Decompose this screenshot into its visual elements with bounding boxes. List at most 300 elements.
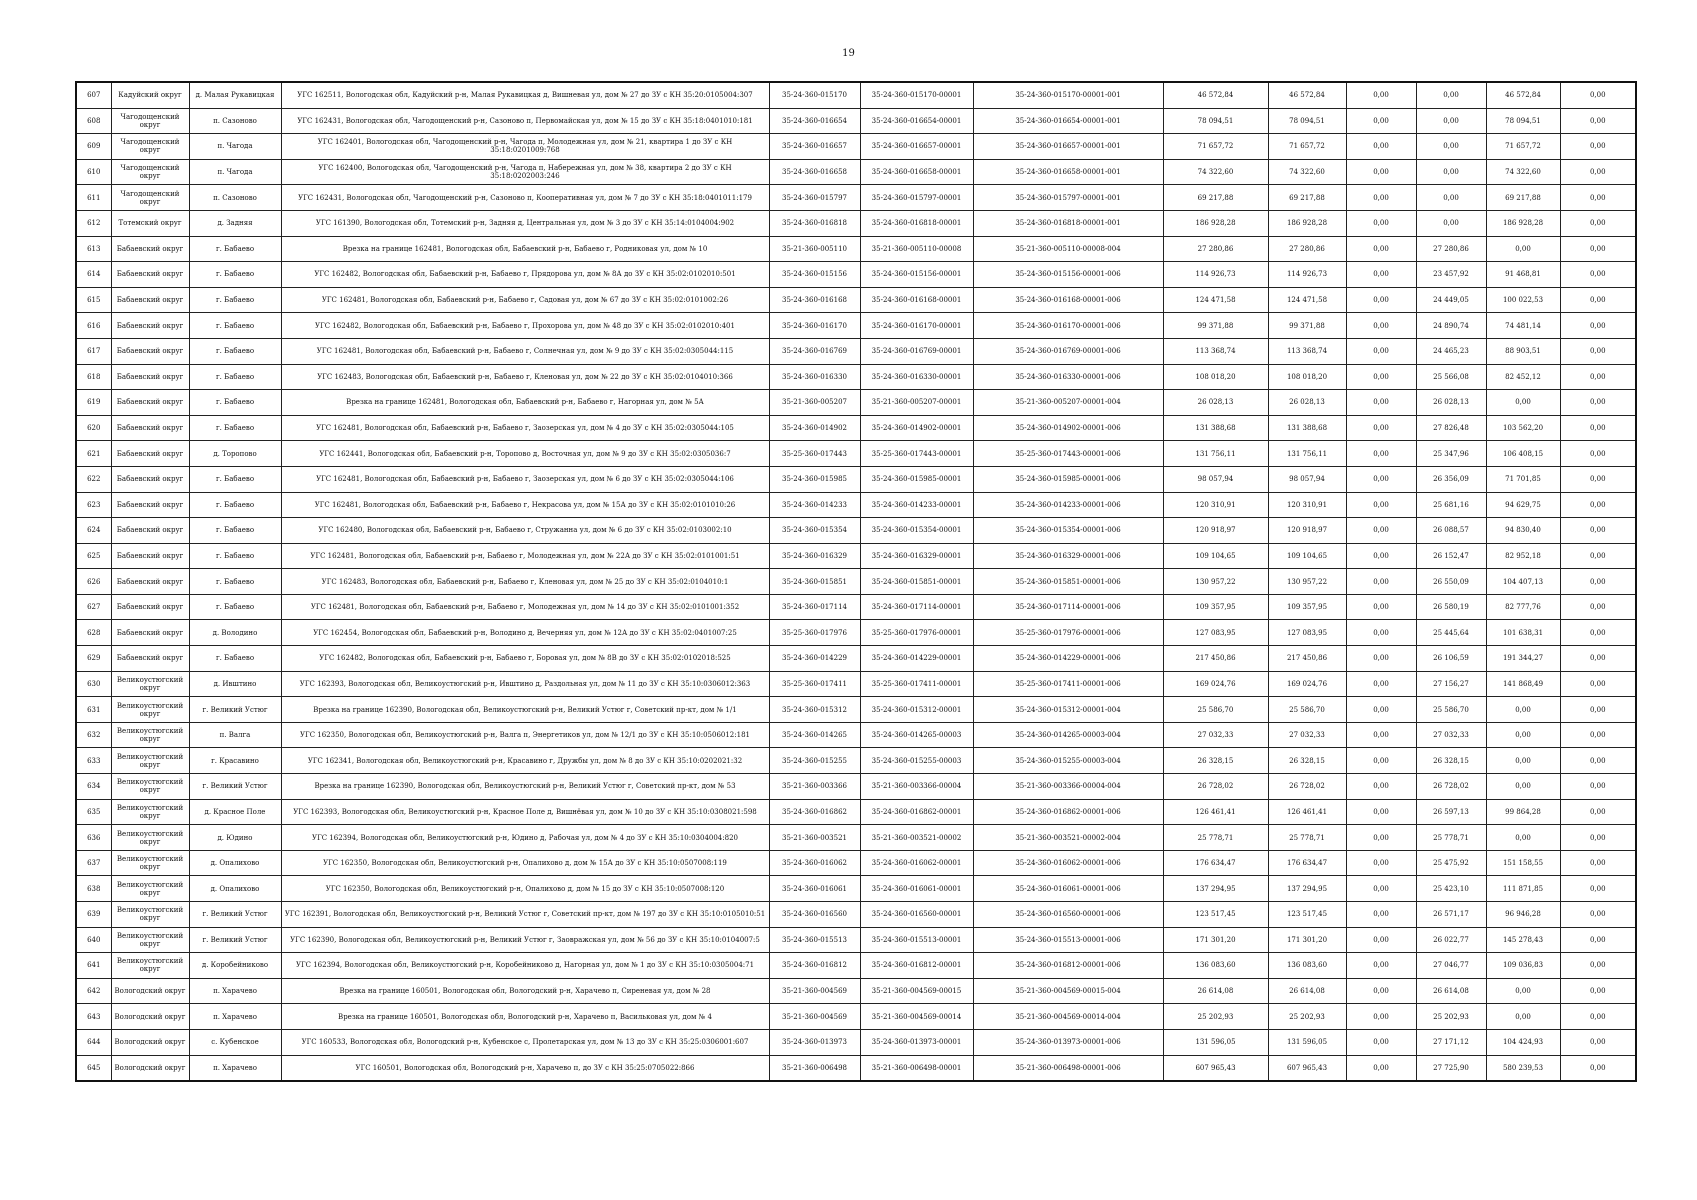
- total-amount-cell: 120 310,91: [1163, 492, 1268, 518]
- object-address-cell: Врезка на границе 160501, Вологодская обл, Вологодский р-н, Харачево п, Сиреневая ул, дом № 28: [281, 978, 769, 1004]
- total-amount-cell: 25 202,93: [1163, 1004, 1268, 1030]
- total-amount-cell: 69 217,88: [1163, 185, 1268, 211]
- subcode-cell: 35-24-360-016168-00001: [860, 287, 973, 313]
- full-code-cell: 35-21-360-004569-00015-004: [973, 978, 1163, 1004]
- connection-amount-cell: 0,00: [1416, 185, 1486, 211]
- network-amount-cell: 0,00: [1486, 1004, 1560, 1030]
- amount-cell: 130 957,22: [1268, 569, 1346, 595]
- network-amount-cell: 151 158,55: [1486, 850, 1560, 876]
- other-amount-cell: 0,00: [1560, 82, 1636, 108]
- object-address-cell: УГС 162431, Вологодская обл, Чагодощенский р-н, Сазоново п, Кооперативная ул, дом № 7 до ЗУ с КН 35:18:0401011:179: [281, 185, 769, 211]
- district-cell: Чагодощенский округ: [111, 185, 189, 211]
- code-cell: 35-21-360-006498: [769, 1055, 860, 1081]
- amount-cell: 26 728,02: [1268, 774, 1346, 800]
- subcode-cell: 35-24-360-016654-00001: [860, 108, 973, 134]
- table-row: [76, 338, 1636, 364]
- other-amount-cell: 0,00: [1560, 108, 1636, 134]
- district-cell: Бабаевский округ: [111, 518, 189, 544]
- object-address-cell: Врезка на границе 162481, Вологодская обл, Бабаевский р-н, Бабаево г, Родниковая ул, дом № 10: [281, 236, 769, 262]
- row-number: 615: [76, 287, 111, 313]
- full-code-cell: 35-25-360-017976-00001-006: [973, 620, 1163, 646]
- subcode-cell: 35-21-360-003366-00004: [860, 774, 973, 800]
- row-number: 645: [76, 1055, 111, 1081]
- object-address-cell: УГС 162350, Вологодская обл, Великоустюгский р-н, Опалихово д, дом № 15 до ЗУ с КН 35:10:0507008:120: [281, 876, 769, 902]
- other-amount-cell: 0,00: [1560, 774, 1636, 800]
- table-row: [76, 287, 1636, 313]
- table-body: [76, 82, 1636, 1081]
- connection-amount-cell: 24 890,74: [1416, 313, 1486, 339]
- connection-amount-cell: 25 475,92: [1416, 850, 1486, 876]
- table-row: [76, 594, 1636, 620]
- amount-cell: 25 202,93: [1268, 1004, 1346, 1030]
- zero-amount-cell: 0,00: [1346, 108, 1416, 134]
- subcode-cell: 35-24-360-013973-00001: [860, 1029, 973, 1055]
- code-cell: 35-24-360-016818: [769, 210, 860, 236]
- other-amount-cell: 0,00: [1560, 722, 1636, 748]
- locality-cell: г. Бабаево: [189, 262, 281, 288]
- row-number: 617: [76, 338, 111, 364]
- other-amount-cell: 0,00: [1560, 825, 1636, 851]
- connection-amount-cell: 26 152,47: [1416, 543, 1486, 569]
- row-number: 608: [76, 108, 111, 134]
- subcode-cell: 35-24-360-016769-00001: [860, 338, 973, 364]
- zero-amount-cell: 0,00: [1346, 1029, 1416, 1055]
- network-amount-cell: 94 629,75: [1486, 492, 1560, 518]
- amount-cell: 26 328,15: [1268, 748, 1346, 774]
- total-amount-cell: 113 368,74: [1163, 338, 1268, 364]
- total-amount-cell: 109 357,95: [1163, 594, 1268, 620]
- district-cell: Великоустюгский округ: [111, 850, 189, 876]
- table-row: [76, 134, 1636, 160]
- code-cell: 35-24-360-013973: [769, 1029, 860, 1055]
- amount-cell: 127 083,95: [1268, 620, 1346, 646]
- other-amount-cell: 0,00: [1560, 185, 1636, 211]
- table-row: [76, 108, 1636, 134]
- table-row: [76, 646, 1636, 672]
- network-amount-cell: 145 278,43: [1486, 927, 1560, 953]
- locality-cell: д. Малая Рукавицкая: [189, 82, 281, 108]
- zero-amount-cell: 0,00: [1346, 210, 1416, 236]
- district-cell: Великоустюгский округ: [111, 953, 189, 979]
- district-cell: Чагодощенский округ: [111, 134, 189, 160]
- object-address-cell: УГС 162441, Вологодская обл, Бабаевский р-н, Торопово д, Восточная ул, дом № 9 до ЗУ с КН 35:02:0305036:7: [281, 441, 769, 467]
- code-cell: 35-24-360-016654: [769, 108, 860, 134]
- district-cell: Бабаевский округ: [111, 569, 189, 595]
- full-code-cell: 35-24-360-016330-00001-006: [973, 364, 1163, 390]
- amount-cell: 186 928,28: [1268, 210, 1346, 236]
- subcode-cell: 35-24-360-014902-00001: [860, 415, 973, 441]
- amount-cell: 27 280,86: [1268, 236, 1346, 262]
- row-number: 612: [76, 210, 111, 236]
- zero-amount-cell: 0,00: [1346, 569, 1416, 595]
- network-amount-cell: 82 452,12: [1486, 364, 1560, 390]
- connection-amount-cell: 26 597,13: [1416, 799, 1486, 825]
- full-code-cell: 35-21-360-003521-00002-004: [973, 825, 1163, 851]
- subcode-cell: 35-24-360-015255-00003: [860, 748, 973, 774]
- subcode-cell: 35-24-360-016657-00001: [860, 134, 973, 160]
- amount-cell: 74 322,60: [1268, 159, 1346, 185]
- row-number: 639: [76, 902, 111, 928]
- locality-cell: п. Харачево: [189, 1055, 281, 1081]
- code-cell: 35-25-360-017443: [769, 441, 860, 467]
- connection-amount-cell: 26 022,77: [1416, 927, 1486, 953]
- row-number: 626: [76, 569, 111, 595]
- locality-cell: г. Бабаево: [189, 313, 281, 339]
- locality-cell: г. Бабаево: [189, 518, 281, 544]
- subcode-cell: 35-24-360-015513-00001: [860, 927, 973, 953]
- amount-cell: 78 094,51: [1268, 108, 1346, 134]
- subcode-cell: 35-24-360-016062-00001: [860, 850, 973, 876]
- code-cell: 35-24-360-016061: [769, 876, 860, 902]
- district-cell: Бабаевский округ: [111, 543, 189, 569]
- object-address-cell: УГС 162350, Вологодская обл, Великоустюгский р-н, Валга п, Энергетиков ул, дом № 12/1 до ЗУ с КН 35:10:0506012:181: [281, 722, 769, 748]
- table-row: [76, 927, 1636, 953]
- row-number: 640: [76, 927, 111, 953]
- locality-cell: п. Харачево: [189, 1004, 281, 1030]
- object-address-cell: УГС 162454, Вологодская обл, Бабаевский р-н, Володино д, Вечерняя ул, дом № 12А до ЗУ с КН 35:02:0401007:25: [281, 620, 769, 646]
- total-amount-cell: 131 756,11: [1163, 441, 1268, 467]
- object-address-cell: Врезка на границе 160501, Вологодская обл, Вологодский р-н, Харачево п, Васильковая ул, дом № 4: [281, 1004, 769, 1030]
- district-cell: Бабаевский округ: [111, 236, 189, 262]
- district-cell: Бабаевский округ: [111, 364, 189, 390]
- table-row: [76, 953, 1636, 979]
- object-address-cell: УГС 162401, Вологодская обл, Чагодощенский р-н, Чагода п, Молодежная ул, дом № 21, квартира 1 до ЗУ с КН 35:18:0201009:768: [281, 134, 769, 160]
- row-number: 628: [76, 620, 111, 646]
- row-number: 632: [76, 722, 111, 748]
- network-amount-cell: 78 094,51: [1486, 108, 1560, 134]
- connection-amount-cell: 0,00: [1416, 82, 1486, 108]
- amount-cell: 217 450,86: [1268, 646, 1346, 672]
- object-address-cell: УГС 162431, Вологодская обл, Чагодощенский р-н, Сазоново п, Первомайская ул, дом № 15 до ЗУ с КН 35:18:0401010:181: [281, 108, 769, 134]
- amount-cell: 124 471,58: [1268, 287, 1346, 313]
- district-cell: Бабаевский округ: [111, 390, 189, 416]
- amount-cell: 113 368,74: [1268, 338, 1346, 364]
- code-cell: 35-24-360-015985: [769, 466, 860, 492]
- total-amount-cell: 123 517,45: [1163, 902, 1268, 928]
- full-code-cell: 35-24-360-016769-00001-006: [973, 338, 1163, 364]
- subcode-cell: 35-24-360-015354-00001: [860, 518, 973, 544]
- network-amount-cell: 91 468,81: [1486, 262, 1560, 288]
- code-cell: 35-24-360-015312: [769, 697, 860, 723]
- zero-amount-cell: 0,00: [1346, 594, 1416, 620]
- other-amount-cell: 0,00: [1560, 569, 1636, 595]
- row-number: 633: [76, 748, 111, 774]
- connection-amount-cell: 24 449,05: [1416, 287, 1486, 313]
- network-amount-cell: 71 657,72: [1486, 134, 1560, 160]
- code-cell: 35-24-360-014902: [769, 415, 860, 441]
- total-amount-cell: 25 586,70: [1163, 697, 1268, 723]
- zero-amount-cell: 0,00: [1346, 646, 1416, 672]
- row-number: 620: [76, 415, 111, 441]
- subcode-cell: 35-21-360-004569-00014: [860, 1004, 973, 1030]
- table-row: [76, 1055, 1636, 1081]
- subcode-cell: 35-25-360-017443-00001: [860, 441, 973, 467]
- locality-cell: г. Бабаево: [189, 364, 281, 390]
- amount-cell: 98 057,94: [1268, 466, 1346, 492]
- table-row: [76, 313, 1636, 339]
- subcode-cell: 35-24-360-015170-00001: [860, 82, 973, 108]
- locality-cell: г. Бабаево: [189, 492, 281, 518]
- full-code-cell: 35-24-360-015513-00001-006: [973, 927, 1163, 953]
- connection-amount-cell: 0,00: [1416, 210, 1486, 236]
- amount-cell: 136 083,60: [1268, 953, 1346, 979]
- total-amount-cell: 176 634,47: [1163, 850, 1268, 876]
- subcode-cell: 35-21-360-005110-00008: [860, 236, 973, 262]
- district-cell: Великоустюгский округ: [111, 927, 189, 953]
- code-cell: 35-24-360-016168: [769, 287, 860, 313]
- code-cell: 35-21-360-004569: [769, 1004, 860, 1030]
- table-row: [76, 748, 1636, 774]
- subcode-cell: 35-24-360-017114-00001: [860, 594, 973, 620]
- connection-amount-cell: 25 423,10: [1416, 876, 1486, 902]
- connection-amount-cell: 26 728,02: [1416, 774, 1486, 800]
- network-amount-cell: 141 868,49: [1486, 671, 1560, 697]
- object-address-cell: УГС 162481, Вологодская обл, Бабаевский р-н, Бабаево г, Заозерская ул, дом № 4 до ЗУ с КН 35:02:0305044:105: [281, 415, 769, 441]
- table-row: [76, 876, 1636, 902]
- other-amount-cell: 0,00: [1560, 518, 1636, 544]
- full-code-cell: 35-24-360-015797-00001-001: [973, 185, 1163, 211]
- subcode-cell: 35-21-360-004569-00015: [860, 978, 973, 1004]
- district-cell: Великоустюгский округ: [111, 671, 189, 697]
- other-amount-cell: 0,00: [1560, 902, 1636, 928]
- zero-amount-cell: 0,00: [1346, 978, 1416, 1004]
- total-amount-cell: 137 294,95: [1163, 876, 1268, 902]
- code-cell: 35-24-360-014233: [769, 492, 860, 518]
- code-cell: 35-24-360-016330: [769, 364, 860, 390]
- district-cell: Великоустюгский округ: [111, 799, 189, 825]
- network-amount-cell: 71 701,85: [1486, 466, 1560, 492]
- zero-amount-cell: 0,00: [1346, 364, 1416, 390]
- amount-cell: 25 778,71: [1268, 825, 1346, 851]
- object-address-cell: Врезка на границе 162390, Вологодская обл, Великоустюгский р-н, Великий Устюг г, Советский пр-кт, дом № 1/1: [281, 697, 769, 723]
- locality-cell: п. Валга: [189, 722, 281, 748]
- zero-amount-cell: 0,00: [1346, 415, 1416, 441]
- code-cell: 35-24-360-015797: [769, 185, 860, 211]
- district-cell: Чагодощенский округ: [111, 159, 189, 185]
- zero-amount-cell: 0,00: [1346, 799, 1416, 825]
- district-cell: Великоустюгский округ: [111, 825, 189, 851]
- object-address-cell: УГС 162511, Вологодская обл, Кадуйский р-н, Малая Рукавицкая д, Вишневая ул, дом № 27 до ЗУ с КН 35:20:0105004:307: [281, 82, 769, 108]
- network-amount-cell: 69 217,88: [1486, 185, 1560, 211]
- row-number: 621: [76, 441, 111, 467]
- row-number: 634: [76, 774, 111, 800]
- subcode-cell: 35-24-360-016812-00001: [860, 953, 973, 979]
- code-cell: 35-24-360-016062: [769, 850, 860, 876]
- network-amount-cell: 82 952,18: [1486, 543, 1560, 569]
- total-amount-cell: 26 028,13: [1163, 390, 1268, 416]
- subcode-cell: 35-24-360-015312-00001: [860, 697, 973, 723]
- district-cell: Бабаевский округ: [111, 262, 189, 288]
- total-amount-cell: 46 572,84: [1163, 82, 1268, 108]
- subcode-cell: 35-21-360-006498-00001: [860, 1055, 973, 1081]
- other-amount-cell: 0,00: [1560, 876, 1636, 902]
- connection-amount-cell: 26 088,57: [1416, 518, 1486, 544]
- other-amount-cell: 0,00: [1560, 492, 1636, 518]
- network-amount-cell: 186 928,28: [1486, 210, 1560, 236]
- subcode-cell: 35-24-360-015851-00001: [860, 569, 973, 595]
- other-amount-cell: 0,00: [1560, 1004, 1636, 1030]
- table-row: [76, 850, 1636, 876]
- full-code-cell: 35-24-360-016560-00001-006: [973, 902, 1163, 928]
- total-amount-cell: 27 032,33: [1163, 722, 1268, 748]
- full-code-cell: 35-24-360-015156-00001-006: [973, 262, 1163, 288]
- zero-amount-cell: 0,00: [1346, 1004, 1416, 1030]
- network-amount-cell: 94 830,40: [1486, 518, 1560, 544]
- locality-cell: г. Великий Устюг: [189, 927, 281, 953]
- district-cell: Великоустюгский округ: [111, 722, 189, 748]
- network-amount-cell: 74 322,60: [1486, 159, 1560, 185]
- other-amount-cell: 0,00: [1560, 159, 1636, 185]
- zero-amount-cell: 0,00: [1346, 953, 1416, 979]
- district-cell: Великоустюгский округ: [111, 697, 189, 723]
- object-address-cell: УГС 162390, Вологодская обл, Великоустюгский р-н, Великий Устюг г, Заовражская ул, дом № 56 до ЗУ с КН 35:10:0104007:5: [281, 927, 769, 953]
- network-amount-cell: 88 903,51: [1486, 338, 1560, 364]
- locality-cell: г. Бабаево: [189, 287, 281, 313]
- connection-amount-cell: 24 465,23: [1416, 338, 1486, 364]
- connection-amount-cell: 23 457,92: [1416, 262, 1486, 288]
- full-code-cell: 35-24-360-017114-00001-006: [973, 594, 1163, 620]
- amount-cell: 131 596,05: [1268, 1029, 1346, 1055]
- other-amount-cell: 0,00: [1560, 313, 1636, 339]
- district-cell: Бабаевский округ: [111, 594, 189, 620]
- zero-amount-cell: 0,00: [1346, 825, 1416, 851]
- code-cell: 35-24-360-015354: [769, 518, 860, 544]
- row-number: 636: [76, 825, 111, 851]
- locality-cell: д. Задняя: [189, 210, 281, 236]
- zero-amount-cell: 0,00: [1346, 492, 1416, 518]
- object-address-cell: УГС 162483, Вологодская обл, Бабаевский р-н, Бабаево г, Кленовая ул, дом № 25 до ЗУ с КН 35:02:0104010:1: [281, 569, 769, 595]
- table-row: [76, 236, 1636, 262]
- total-amount-cell: 98 057,94: [1163, 466, 1268, 492]
- connection-amount-cell: 27 046,77: [1416, 953, 1486, 979]
- amount-cell: 25 586,70: [1268, 697, 1346, 723]
- locality-cell: г. Бабаево: [189, 390, 281, 416]
- object-address-cell: УГС 162482, Вологодская обл, Бабаевский р-н, Бабаево г, Прядорова ул, дом № 8А до ЗУ с КН 35:02:0102010:501: [281, 262, 769, 288]
- object-address-cell: УГС 162350, Вологодская обл, Великоустюгский р-н, Опалихово д, дом № 15А до ЗУ с КН 35:10:0507008:119: [281, 850, 769, 876]
- amount-cell: 137 294,95: [1268, 876, 1346, 902]
- connection-amount-cell: 25 347,96: [1416, 441, 1486, 467]
- code-cell: 35-24-360-016769: [769, 338, 860, 364]
- subcode-cell: 35-24-360-014229-00001: [860, 646, 973, 672]
- full-code-cell: 35-21-360-005207-00001-004: [973, 390, 1163, 416]
- connection-amount-cell: 0,00: [1416, 108, 1486, 134]
- connection-amount-cell: 26 550,09: [1416, 569, 1486, 595]
- full-code-cell: 35-24-360-016812-00001-006: [973, 953, 1163, 979]
- table-row: [76, 620, 1636, 646]
- network-amount-cell: 104 424,93: [1486, 1029, 1560, 1055]
- total-amount-cell: 131 596,05: [1163, 1029, 1268, 1055]
- full-code-cell: 35-24-360-015312-00001-004: [973, 697, 1163, 723]
- other-amount-cell: 0,00: [1560, 620, 1636, 646]
- network-amount-cell: 100 022,53: [1486, 287, 1560, 313]
- district-cell: Бабаевский округ: [111, 620, 189, 646]
- full-code-cell: 35-24-360-014265-00003-004: [973, 722, 1163, 748]
- network-amount-cell: 0,00: [1486, 774, 1560, 800]
- full-code-cell: 35-25-360-017411-00001-006: [973, 671, 1163, 697]
- district-cell: Бабаевский округ: [111, 466, 189, 492]
- object-address-cell: УГС 160501, Вологодская обл, Вологодский р-н, Харачево п, до ЗУ с КН 35:25:0705022:866: [281, 1055, 769, 1081]
- object-address-cell: УГС 162481, Вологодская обл, Бабаевский р-н, Бабаево г, Некрасова ул, дом № 15А до ЗУ с КН 35:02:0101010:26: [281, 492, 769, 518]
- full-code-cell: 35-24-360-015985-00001-006: [973, 466, 1163, 492]
- object-address-cell: УГС 162482, Вологодская обл, Бабаевский р-н, Бабаево г, Боровая ул, дом № 8В до ЗУ с КН 35:02:0102018:525: [281, 646, 769, 672]
- table-row: [76, 1029, 1636, 1055]
- locality-cell: г. Красавино: [189, 748, 281, 774]
- row-number: 629: [76, 646, 111, 672]
- zero-amount-cell: 0,00: [1346, 518, 1416, 544]
- code-cell: 35-24-360-016560: [769, 902, 860, 928]
- page-number: 19: [842, 48, 855, 59]
- full-code-cell: 35-24-360-016170-00001-006: [973, 313, 1163, 339]
- zero-amount-cell: 0,00: [1346, 390, 1416, 416]
- full-code-cell: 35-24-360-015170-00001-001: [973, 82, 1163, 108]
- row-number: 624: [76, 518, 111, 544]
- amount-cell: 131 756,11: [1268, 441, 1346, 467]
- table-row: [76, 210, 1636, 236]
- row-number: 625: [76, 543, 111, 569]
- subcode-cell: 35-24-360-016329-00001: [860, 543, 973, 569]
- total-amount-cell: 186 928,28: [1163, 210, 1268, 236]
- other-amount-cell: 0,00: [1560, 364, 1636, 390]
- locality-cell: д. Опалихово: [189, 876, 281, 902]
- object-address-cell: УГС 162483, Вологодская обл, Бабаевский р-н, Бабаево г, Кленовая ул, дом № 22 до ЗУ с КН 35:02:0104010:366: [281, 364, 769, 390]
- amount-cell: 131 388,68: [1268, 415, 1346, 441]
- object-address-cell: УГС 162481, Вологодская обл, Бабаевский р-н, Бабаево г, Садовая ул, дом № 67 до ЗУ с КН 35:02:0101002:26: [281, 287, 769, 313]
- full-code-cell: 35-24-360-015851-00001-006: [973, 569, 1163, 595]
- table-row: [76, 774, 1636, 800]
- zero-amount-cell: 0,00: [1346, 262, 1416, 288]
- code-cell: 35-24-360-016329: [769, 543, 860, 569]
- code-cell: 35-24-360-014265: [769, 722, 860, 748]
- total-amount-cell: 171 301,20: [1163, 927, 1268, 953]
- locality-cell: д. Юдино: [189, 825, 281, 851]
- total-amount-cell: 109 104,65: [1163, 543, 1268, 569]
- zero-amount-cell: 0,00: [1346, 441, 1416, 467]
- row-number: 643: [76, 1004, 111, 1030]
- other-amount-cell: 0,00: [1560, 978, 1636, 1004]
- total-amount-cell: 99 371,88: [1163, 313, 1268, 339]
- object-address-cell: УГС 162481, Вологодская обл, Бабаевский р-н, Бабаево г, Молодежная ул, дом № 22А до ЗУ с КН 35:02:0101001:51: [281, 543, 769, 569]
- locality-cell: д. Красное Поле: [189, 799, 281, 825]
- amount-cell: 123 517,45: [1268, 902, 1346, 928]
- object-address-cell: УГС 162394, Вологодская обл, Великоустюгский р-н, Юдино д, Рабочая ул, дом № 4 до ЗУ с КН 35:10:0304004:820: [281, 825, 769, 851]
- full-code-cell: 35-24-360-016818-00001-001: [973, 210, 1163, 236]
- code-cell: 35-24-360-015255: [769, 748, 860, 774]
- zero-amount-cell: 0,00: [1346, 543, 1416, 569]
- district-cell: Вологодский округ: [111, 1029, 189, 1055]
- connection-amount-cell: 25 566,08: [1416, 364, 1486, 390]
- other-amount-cell: 0,00: [1560, 697, 1636, 723]
- code-cell: 35-21-360-003366: [769, 774, 860, 800]
- code-cell: 35-24-360-015170: [769, 82, 860, 108]
- amount-cell: 26 028,13: [1268, 390, 1346, 416]
- full-code-cell: 35-24-360-016062-00001-006: [973, 850, 1163, 876]
- connection-amount-cell: 27 032,33: [1416, 722, 1486, 748]
- full-code-cell: 35-24-360-015354-00001-006: [973, 518, 1163, 544]
- row-number: 635: [76, 799, 111, 825]
- zero-amount-cell: 0,00: [1346, 927, 1416, 953]
- table-row: [76, 799, 1636, 825]
- other-amount-cell: 0,00: [1560, 236, 1636, 262]
- district-cell: Бабаевский округ: [111, 646, 189, 672]
- amount-cell: 109 104,65: [1268, 543, 1346, 569]
- other-amount-cell: 0,00: [1560, 415, 1636, 441]
- zero-amount-cell: 0,00: [1346, 159, 1416, 185]
- amount-cell: 120 918,97: [1268, 518, 1346, 544]
- total-amount-cell: 26 328,15: [1163, 748, 1268, 774]
- other-amount-cell: 0,00: [1560, 799, 1636, 825]
- table-row: [76, 722, 1636, 748]
- object-address-cell: УГС 162480, Вологодская обл, Бабаевский р-н, Бабаево г, Стружанна ул, дом № 6 до ЗУ с КН 35:02:0103002:10: [281, 518, 769, 544]
